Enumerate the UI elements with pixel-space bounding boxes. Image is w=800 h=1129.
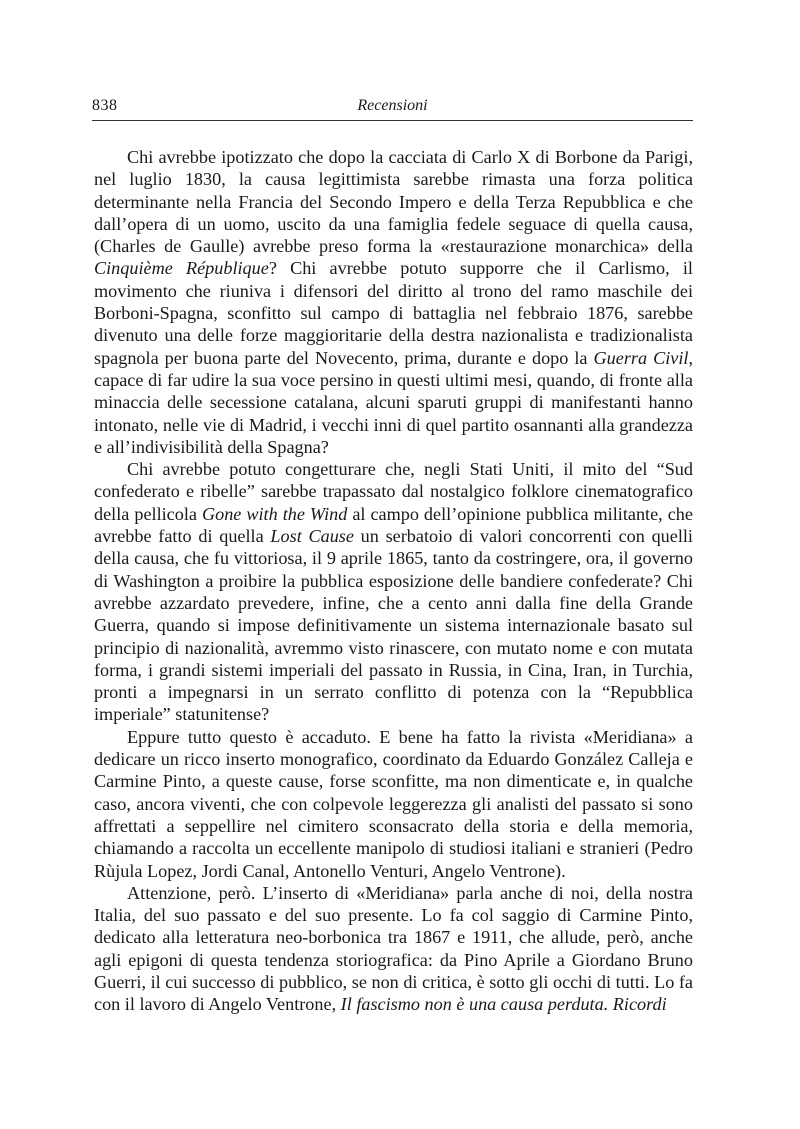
body-text <box>94 146 693 1016</box>
text-run: Chi avrebbe potuto congetturare che, negli Stati Uniti, il mito del “Sud confederato e ribelle” sarebbe trapassato dal nostalgico folklore cinematografico della pellicola <box>94 459 693 524</box>
paragraph <box>94 726 693 882</box>
text-run: un serbatoio di valori concorrenti con quelli della causa, che fu vittoriosa, il 9 aprile 1865, tanto da costringere, ora, il governo di Washington a proibire la pubblica esposizione delle bandiere confederate? Chi avrebbe azzardato prevedere, infine, che a cento anni dalla fine della Grande Guerra, quando si impose definitivamente un sistema internazionale basato sul principio di nazionalità, avremmo visto rinascere, con mutato nome e con mutata forma, i grandi sistemi imperiali del passato in Russia, in Cina, Iran, in Turchia, pronti a impegnarsi in un serrato conflitto di potenza con la “Repubblica imperiale” statunitense? <box>94 526 693 725</box>
paragraph <box>94 146 693 458</box>
paragraph <box>94 458 693 726</box>
italic-title: Cinquième République <box>94 258 269 279</box>
text-run: Attenzione, però. L’inserto di «Meridiana» parla anche di noi, della nostra Italia, del suo passato e del suo presente. Lo fa col saggio di Carmine Pinto, dedicato alla letteratura neo-borbonica tra 1867 e 1911, che allude, però, anche agli epigoni di questa tendenza storiografica: da Pino Aprile a Giordano Bruno Guerri, il cui successo di pubblico, se non di critica, è sotto gli occhi di tutti. Lo fa con il lavoro di Angelo Ventrone, <box>94 882 693 1015</box>
text-run: ? Chi avrebbe potuto supporre che il Carlismo, il movimento che riuniva i difensori del diritto al trono del ramo maschile dei Borboni-Spagna, sconfitto sul campo di battaglia nel febbraio 1876, sarebbe divenuto una delle forze maggioritarie della destra nazionalista e tradizionalista spagnola per buona parte del Novecento, prima, durante e dopo la <box>94 258 693 368</box>
italic-title: Gone with the Wind <box>201 503 348 524</box>
italic-title: Lost Cause <box>270 526 354 547</box>
page-number: 838 <box>92 97 118 114</box>
paragraph <box>94 882 693 1016</box>
text-run: al campo dell’opinione pubblica militante, che avrebbe fatto di quella <box>94 503 693 547</box>
running-title: Recensioni <box>357 97 428 114</box>
text-run: Chi avrebbe ipotizzato che dopo la cacciata di Carlo X di Borbone da Parigi, nel luglio 1830, la causa legittimista sarebbe rimasta una forza politica determinante nella Francia del Secondo Impero e della Terza Repubblica e che dall’opera di un uomo, uscito da una famiglia fedele seguace di quella causa, (Charles de Gaulle) avrebbe preso forma la «restaurazione monarchica» della <box>94 147 693 257</box>
running-header <box>92 96 693 121</box>
text-run: , capace di far udire la sua voce persino in questi ultimi mesi, quando, di fronte alla minaccia delle secessione catalana, alcuni sparuti gruppi di manifestanti hanno intonato, nelle vie di Madrid, i vecchi inni di quel partito osannanti alla grandezza e all’indivisibilità della Spagna? <box>94 347 693 457</box>
italic-title: Il fascismo non è una causa perduta. Ricordi <box>340 994 667 1015</box>
text-run: Eppure tutto questo è accaduto. E bene ha fatto la rivista «Meridiana» a dedicare un ricco inserto monografico, coordinato da Eduardo González Calleja e Carmine Pinto, a queste cause, forse sconfitte, ma non dimenticate e, in qualche caso, ancora viventi, che con colpevole leggerezza gli analisti del passato si sono affrettati a seppellire nel cimitero sconsacrato della storia e della memoria, chiamando a raccolta un eccellente manipolo di studiosi italiani e stranieri (Pedro Rùjula Lopez, Jordi Canal, Antonello Venturi, Angelo Ventrone). <box>94 726 693 881</box>
italic-title: Guerra Civil <box>593 347 689 368</box>
